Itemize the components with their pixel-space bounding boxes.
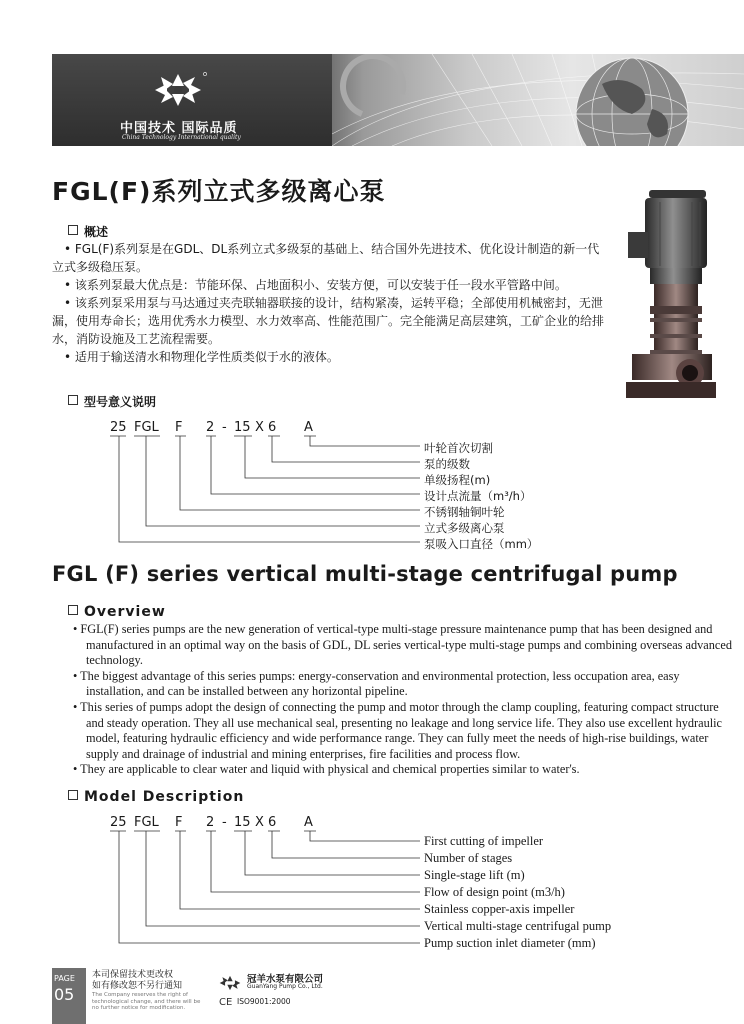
- page-badge: [52, 968, 86, 1024]
- overview-en-item: • This series of pumps adopt the design of connecting the pump and motor through the clamp coupling, featuring compact structure and steady operation. They all use mechanical seal, presenting no leakage and long service life. They also use excellent hydraulic model, featuring hydraulic efficiency and wide performance range. They can fully meet the needs of high-rise buildings, water supply and drainage of industrial and mining enterprises, fire facilities and process flow.: [73, 699, 723, 761]
- overview-cn-item: • FGL(F)系列泵是在GDL、DL系列立式多级泵的基础上、结合国外先进技术、优化设计制造的新一代立式多级稳压泵。: [52, 242, 600, 274]
- model-label-en: Stainless copper-axis impeller: [424, 902, 575, 916]
- model-label-cn: 不锈钢轴铜叶轮: [424, 505, 505, 519]
- overview-en-item: • FGL(F) series pumps are the new generation of vertical-type multi-stage pressure maintenance pump that has been designed and manufactured in an optimal way on the basis of GDL, DL series vertical-type multi-stage pumps and combining overseas advanced technology.: [73, 622, 732, 668]
- model-label-cn: 泵的级数: [424, 457, 470, 471]
- model-label-cn: 单级扬程(m): [424, 473, 491, 487]
- model-part: 15: [234, 420, 251, 435]
- model-label-en: Single-stage lift (m): [424, 868, 525, 882]
- model-label-en: First cutting of impeller: [424, 834, 544, 848]
- model-part: X: [255, 815, 264, 830]
- title-en: FGL (F) series vertical multi-stage centrifugal pump: [52, 562, 678, 586]
- rights-notice-line: 如有修改恕不另行通知: [92, 981, 183, 991]
- model-label-en: Flow of design point (m3/h): [424, 885, 565, 899]
- cert-label: ISO9001:2000: [237, 997, 291, 1006]
- overview-en-text: They are applicable to clear water and liquid with physical and chemical properties similar to water's.: [80, 762, 580, 777]
- model-part: 6: [268, 815, 277, 830]
- model-part: 15: [234, 815, 251, 830]
- overview-cn-item: • 适用于输送清水和物理化学性质类似于水的液体。: [64, 350, 339, 364]
- model-label-cn: 立式多级离心泵: [424, 521, 505, 535]
- title-cn: FGL(F)系列立式多级离心泵: [52, 177, 386, 206]
- model-part: A: [304, 420, 313, 435]
- model-part: -: [222, 815, 227, 830]
- overview-en-text: FGL(F) series pumps are the new generation of vertical-type multi-stage pressure maintenance pump that has been designed and manufactured in an optimal way on the basis of GDL, DL series vertical-type multi-stage pumps and combining overseas advanced technology.: [80, 622, 732, 668]
- model-part: -: [222, 420, 227, 435]
- company-logo-small-icon: [217, 973, 243, 993]
- rights-notice-cn: [92, 970, 182, 992]
- overview-en-text: This series of pumps adopt the design of connecting the pump and motor through the clamp coupling, featuring compact structure and steady operation. They all use mechanical seal, presenting no leakage and long service life. They also use excellent hydraulic model, featuring hydraulic efficiency and wide performance range. They can fully meet the needs of high-rise buildings, water supply and drainage of industrial and mining enterprises, fire facilities and process flow.: [80, 699, 723, 761]
- model-label-en: Vertical multi-stage centrifugal pump: [424, 919, 612, 933]
- company-name-cn: 冠羊水泵有限公司: [247, 974, 324, 985]
- model-part: 25: [110, 420, 127, 435]
- model-part: 25: [110, 815, 127, 830]
- company-name-en: GuanYang Pump Co., Ltd.: [247, 983, 323, 990]
- overview-en-item: • They are applicable to clear water and liquid with physical and chemical properties similar to water's.: [73, 762, 580, 777]
- model-part: FGL: [134, 815, 159, 830]
- model-part: X: [255, 420, 264, 435]
- footer: [52, 968, 744, 1024]
- model-label-cn: 设计点流量（m³/h）: [424, 489, 532, 503]
- section-overview-en-label: Overview: [84, 604, 166, 620]
- rights-notice-en: The Company reserves the right of technological change, and there will be no further notice for modification.: [92, 992, 201, 1011]
- overview-en-item: • The biggest advantage of this series pumps: energy-conservation and environmental protection, less occupation area, easy installation, and can be installed between any horizontal pipeline.: [73, 668, 680, 699]
- rights-notice-line: 本司保留技术更改权: [92, 970, 174, 980]
- svg-text:CE: CE: [219, 997, 233, 1007]
- model-label-en: Number of stages: [424, 851, 513, 865]
- banner-slogan-cn: 中国技术 国际品质: [120, 121, 238, 136]
- overview-en-text: The biggest advantage of this series pumps: energy-conservation and environmental protection, less occupation area, easy installation, and can be installed between any horizontal pipeline.: [80, 668, 680, 699]
- overview-cn-item: • 该系列泵采用泵与马达通过夹壳联轴器联接的设计，结构紧凑，运转平稳；全部使用机械密封，无泄漏，使用寿命长；选用优秀水力模型、水力效率高、性能范围广。完全能满足高层建筑，工矿企业的给排水，消防设施及工艺流程需要。: [52, 296, 605, 346]
- model-part: F: [175, 420, 183, 435]
- model-part: A: [304, 815, 313, 830]
- model-label-cn: 泵吸入口直径（mm）: [424, 537, 539, 551]
- section-model-cn-label: 型号意义说明: [84, 395, 157, 409]
- model-part: F: [175, 815, 183, 830]
- model-part: 6: [268, 420, 277, 435]
- model-part: 2: [206, 815, 215, 830]
- overview-cn-item: • 该系列泵最大优点是：节能环保、占地面积小、安装方便，可以安装于任一段水平管路中间。: [64, 278, 567, 292]
- model-part: FGL: [134, 420, 159, 435]
- ce-mark-icon: [219, 995, 235, 1007]
- page-number: 05: [54, 985, 75, 1004]
- banner-slogan-en: China Technology International quality: [122, 134, 241, 141]
- page-word: PAGE: [54, 974, 75, 983]
- model-label-en: Pump suction inlet diameter (mm): [424, 936, 596, 950]
- model-label-cn: 叶轮首次切割: [424, 441, 493, 455]
- section-model-en-label: Model Description: [84, 789, 245, 805]
- section-overview-cn-label: 概述: [84, 225, 109, 239]
- model-part: 2: [206, 420, 215, 435]
